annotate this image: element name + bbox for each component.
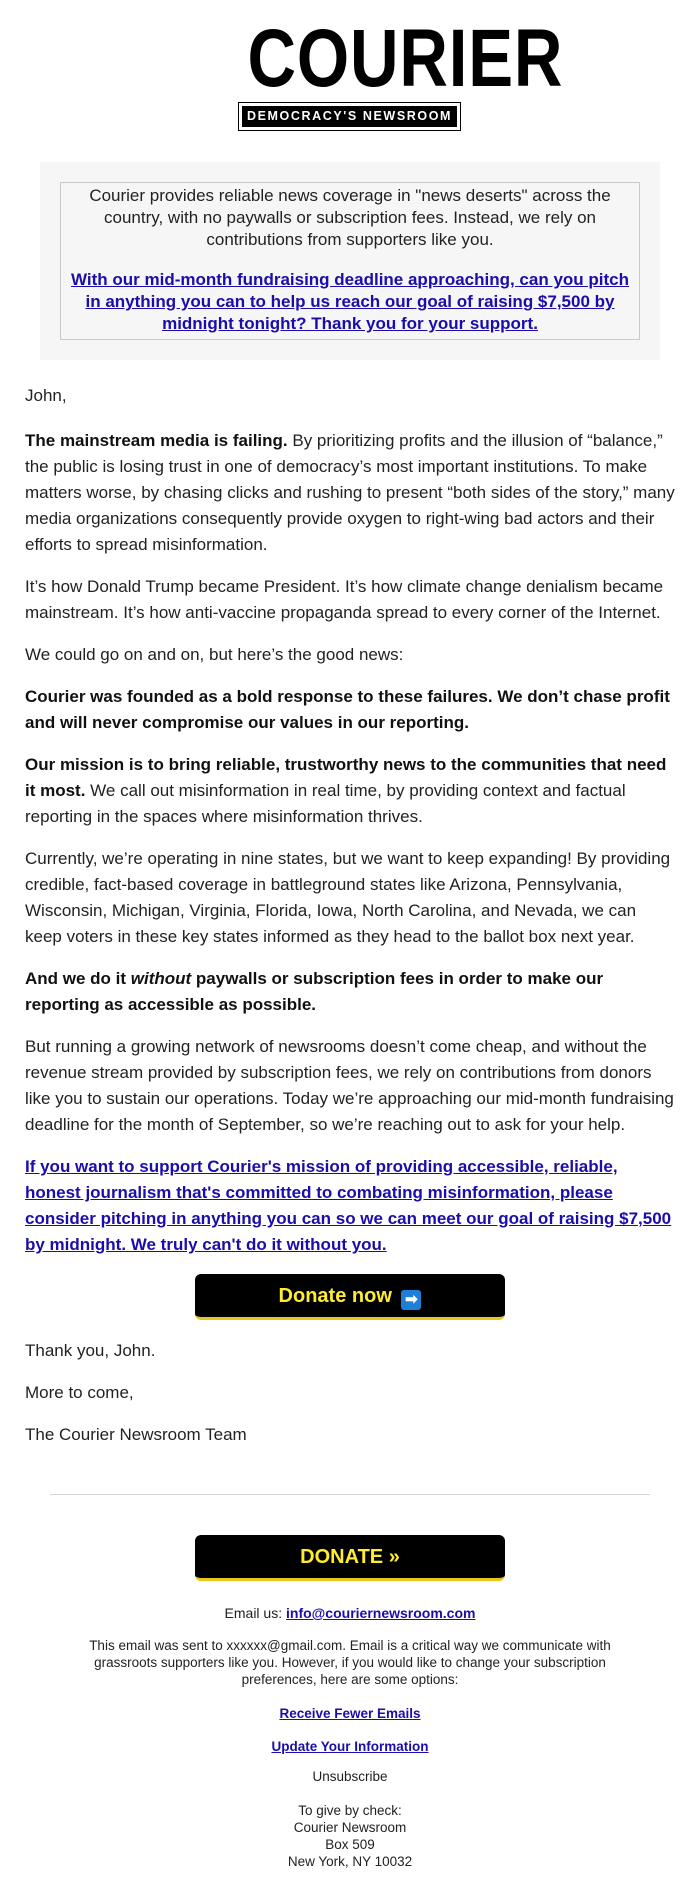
intro-donate-link[interactable]: With our mid-month fundraising deadline approaching, can you pitch in anything you can to help us reach our goal of raising $7,500 by midnight tonight? Thank you for your support.: [70, 270, 630, 333]
signature: The Courier Newsroom Team: [25, 1425, 247, 1444]
paragraph-6: Currently, we’re operating in nine states, but we want to keep expanding! By providing credible, fact-based coverage in battleground states like Arizona, Pennsylvania, Wisconsin, Michigan, Virginia, Florida, Iowa, North Carolina, and Nevada, we can keep voters in these key states informed as they head to the ballot box next year.: [25, 849, 671, 946]
paragraph-1: [25, 428, 675, 558]
donate-now-label: Donate now: [278, 1285, 392, 1307]
paragraph-5: [25, 752, 675, 830]
logo-tagline: DEMOCRACY'S NEWSROOM: [242, 106, 457, 127]
paragraph-7-bold-a: And we do it: [25, 969, 131, 988]
paragraph-8: But running a growing network of newsrooms doesn’t come cheap, and without the revenue stream provided by subscription fees, we rely on contributions from donors like you to sustain our operations. Today we’re approaching our mid-month fundraising deadline for the month of September, so we’re reaching out to ask for your help.: [25, 1037, 674, 1134]
intro-inner-box: [60, 182, 640, 340]
paragraph-5-bold: Our mission is to bring reliable, trustworthy news to the communities that need it most.: [25, 755, 667, 800]
email-label: Email us:: [224, 1605, 286, 1621]
header: [0, 0, 700, 162]
check-city: New York, NY 10032: [287, 1854, 413, 1869]
intro-text: Courier provides reliable news coverage in "news deserts" across the country, with no paywalls or subscription fees. Instead, we rely on contributions from supporters like you.: [89, 186, 611, 249]
unsubscribe-link[interactable]: Unsubscribe: [312, 1769, 388, 1784]
letter-body: [0, 360, 700, 1448]
courier-logo[interactable]: COURIER: [247, 13, 564, 104]
paragraph-7-emphasis: without: [130, 969, 192, 988]
greeting: John,: [25, 386, 67, 405]
footer-email-line: [0, 1605, 700, 1621]
update-information-link[interactable]: Update Your Information: [271, 1739, 429, 1754]
cta-paragraph: [25, 1154, 675, 1258]
paragraph-3: We could go on and on, but here’s the good news:: [25, 645, 404, 664]
more-line: More to come,: [25, 1383, 134, 1402]
check-address: [0, 1802, 700, 1870]
email-link[interactable]: info@couriernewsroom.com: [286, 1605, 476, 1621]
paragraph-2: It’s how Donald Trump became President. It’s how climate change denialism became mainstream. It’s how anti-vaccine propaganda spread to every corner of the Internet.: [25, 577, 664, 622]
paragraph-7-bold-b: paywalls or subscription fees in order to make our reporting as accessible as possible.: [25, 969, 604, 1014]
cta-donate-link[interactable]: If you want to support Courier's mission of providing accessible, reliable, honest journalism that's committed to combating misinformation, please consider pitching in anything you can so we can meet our goal of raising $7,500 by midnight. We truly can't do it without you.: [25, 1157, 672, 1254]
check-label: To give by check:: [298, 1803, 402, 1818]
paragraph-5-text: We call out misinformation in real time, by providing context and factual reporting in the spaces where misinformation thrives.: [25, 781, 626, 826]
footer-donate-button[interactable]: DONATE »: [195, 1535, 505, 1581]
paragraph-7: [25, 966, 675, 1018]
footer: [0, 1495, 700, 1870]
paragraph-4-bold: Courier was founded as a bold response to these failures. We don’t chase profit and will never compromise our values in our reporting.: [25, 687, 670, 732]
check-box: Box 509: [325, 1837, 375, 1852]
donate-now-button[interactable]: [195, 1274, 505, 1320]
subscription-notice: This email was sent to xxxxxx@gmail.com. Email is a critical way we communicate with grassroots supporters like you. However, if you would like to change your subscription preferences, here are some options:: [89, 1638, 611, 1687]
intro-box: [40, 162, 660, 360]
paragraph-7-bold: [25, 969, 603, 1014]
check-name: Courier Newsroom: [293, 1820, 407, 1835]
thanks-line: Thank you, John.: [25, 1341, 156, 1360]
paragraph-1-bold: The mainstream media is failing.: [25, 431, 288, 450]
receive-fewer-emails-link[interactable]: Receive Fewer Emails: [279, 1706, 421, 1721]
signoff: [25, 1338, 675, 1448]
paragraph-4: [25, 684, 675, 736]
right-arrow-icon: ➡: [401, 1290, 421, 1310]
paragraph-1-text: By prioritizing profits and the illusion of “balance,” the public is losing trust in one of democracy’s most important institutions. To make matters worse, by chasing clicks and rushing to present “both sides of the story,” many media organizations consequently provide oxygen to right-wing bad actors and their efforts to spread misinformation.: [25, 431, 675, 554]
